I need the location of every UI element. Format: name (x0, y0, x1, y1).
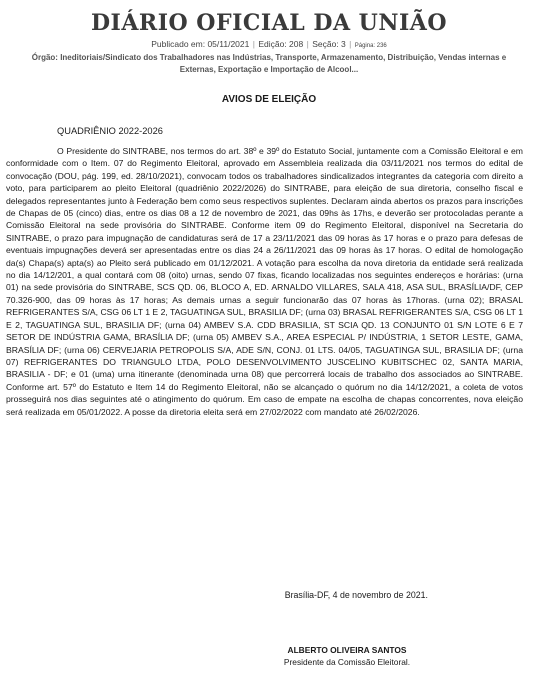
notice-title: AVIOS DE ELEIÇÃO (221, 94, 317, 105)
signatory-name: ALBERTO OLIVEIRA SANTOS (287, 645, 407, 655)
section-number: Seção: 3 (312, 39, 346, 49)
notice-body: O Presidente do SINTRABE, nos termos do art. 38º e 39º do Estatuto Social, juntamente com a Comissão Eleitoral e em conformidade com o Item. 07 do Regimento Eleitoral, aprovado em Assembleia realizada dia 03/11/2021 nos termos do edital de convocação (DOU, pág. 199, ed. 28/10/2021), convocam todos os trabalhadores sindicalizados integrantes da categoria com direito a voto, para participarem ao pleito Eleitoral (quadriênio 2022/2026) do SINTRABE, para eleição de sua diretoria, conselho fiscal e delegados representantes junto à Federação bem como seus respectivos suplentes. Declaram ainda abertos os prazos para inscrições de Chapas de 05 (cinco) dias, entre os dias 08 a 12 de novembro de 2021, das 09hs às 17hs, e deverão ser protocoladas perante a Comissão Eleitoral na sede provisória do SINTRABE. Conforme item 09 do Regimento Eleitoral, disponível na Secretaria do SINTRABE, o prazo para impugnação de candidaturas será de 17 a 23/11/2021 das 09 horas às 17 horas e o prazo para defesas de eventuais impugnações deverá ser apresentadas entre os dias 24 a 26/11/2021 das 09 horas às 17 horas. O edital de homologação da(s) Chapa(s) apta(s) ao Pleito será publicado em 01/12/2021. A votação para escolha da nova diretoria da entidade será realizada no dia 14/12/201, a qual contará com 08 (oito) urnas, sendo 07 fixas, ficando localizadas nos seguintes endereços e horárias: (urna 01) na sede provisória do SINTRABE, SCS QD. 06, BLOCO A, ED. ARNALDO VILLARES, SALA 418, ASA SUL, BRASÍLIA/DF, CEP 70.326-900, das 09 horas às 17 horas; As demais urnas a seguir funcionarão das 07 horas às 17horas. (urna 02); BRASAL REFRIGERANTES S/A, CSG 06 LT 1 E 2, TAGUATINGA SUL, BRASILIA DF; (urna 03) BRASAL REFRIGERANTES S/A, CSG 06 LT 1 E 2, TAGUATINGA SUL, BRASILIA DF; (urna 04) AMBEV S.A. CDD BRASILIA, ST SCIA QD. 13 CONJUNTO 01 S/N LOTE 6 E 7 SETOR DE INDÚSTRIA GAMA, BRASÍLIA DF; (urna 05) AMBEV S.A., AREA ESPECIAL P/ INDÚSTRIA, 1 SETOR LESTE, GAMA, BRASÍLIA DF; (urna 06) CERVEJARIA PETROPOLIS S/A, ADE S/N, CONJ. 01 LTS. 04/05, TAGUATINGA SUL, BRASILIA DF; (urna 07) REFRIGERANTES DO TRIANGULO LTDA, POLO DESENVOLVIMENTO JUSCELINO KUBITSCHEC 02, SANTA MARIA, BRASILIA - DF; e 01 (uma) urna itinerante (denominada urna 08) que percorrerá locais de trabalho dos associados ao SINTRABE. Conforme art. 57º do Estatuto e Item 14 do Regimento Eleitoral, não se alcançado o quórum no dia 14/12/2021, a coleta de votos prosseguirá nos dias seguintes até o atingimento do quórum. Em caso de empate na escolha de chapas concorrentes, nova eleição será realizada em 05/01/2022. A posse da diretoria eleita será em 27/02/2022 com mandato até 26/02/2026. (6, 146, 523, 417)
notice-subtitle: QUADRIÊNIO 2022-2026 (57, 126, 163, 136)
separator: | (349, 39, 352, 49)
signatory-role: Presidente da Comissão Eleitoral. (283, 657, 411, 667)
edition-number: Edição: 208 (258, 39, 304, 49)
page-number: Página: 236 (354, 43, 387, 49)
publication-info (0, 39, 538, 49)
published-date: Publicado em: 05/11/2021 (151, 39, 250, 49)
orgao-line: Órgão: Ineditoriais/Sindicato dos Trabalhadores nas Indústrias, Transporte, Armazenamento, Distribuição, Vendas internas e Externas, Exportação e Importação de Alcool... (31, 53, 507, 74)
newspaper-masthead: DIÁRIO OFICIAL DA UNIÃO (90, 10, 448, 36)
separator: | (306, 39, 309, 49)
separator: | (252, 39, 255, 49)
place-date: Brasília-DF, 4 de novembro de 2021. (284, 590, 428, 600)
